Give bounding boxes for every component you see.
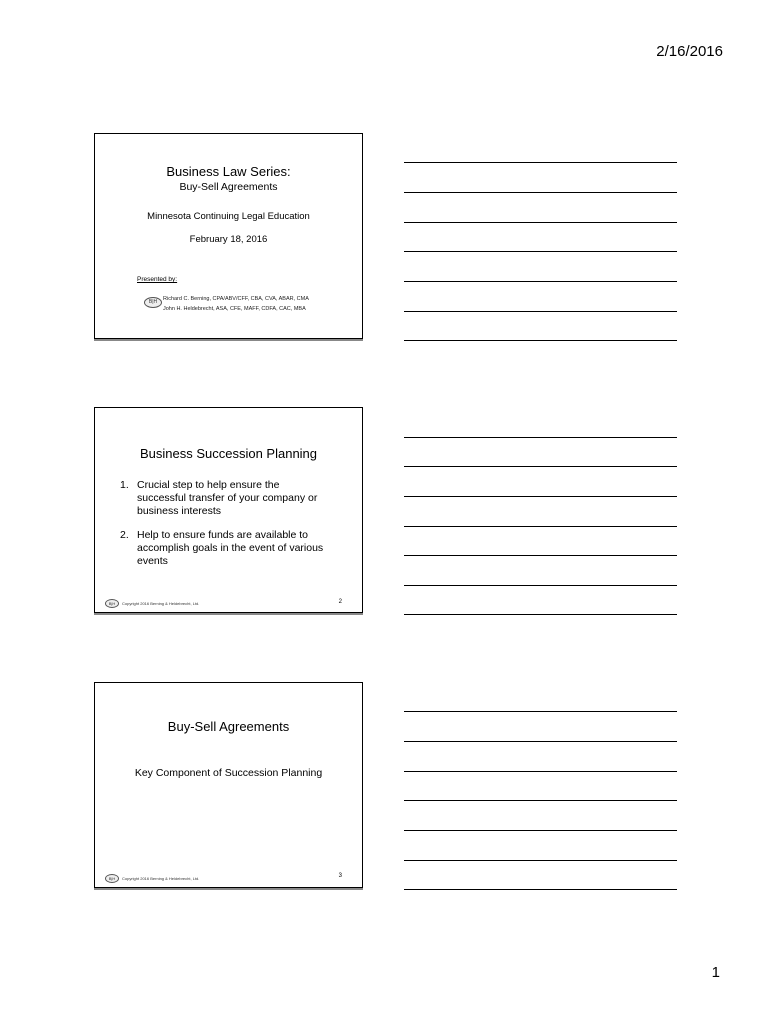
note-line xyxy=(404,555,677,556)
note-line xyxy=(404,771,677,772)
presented-by-label: Presented by: xyxy=(137,276,178,283)
slide-footer xyxy=(105,599,199,608)
organization: Minnesota Continuing Legal Education xyxy=(147,211,310,222)
note-line xyxy=(404,162,677,163)
presenter-1: Richard C. Berning, CPA/ABV/CFF, CBA, CVA, ABAR, CMA xyxy=(163,296,309,302)
list-item-number: 2. xyxy=(120,529,129,541)
list-item xyxy=(120,529,330,568)
note-line xyxy=(404,340,677,341)
note-line xyxy=(404,466,677,467)
copyright: Copyright 2016 Berning & Heldebrecht, Ltd. xyxy=(122,601,200,606)
note-line xyxy=(404,437,677,438)
note-line xyxy=(404,711,677,712)
note-line xyxy=(404,800,677,801)
slide-number: 2 xyxy=(338,599,342,605)
note-line xyxy=(404,889,677,890)
list-item-text: Crucial step to help ensure the successful transfer of your company or business interests xyxy=(137,479,318,517)
note-line xyxy=(404,251,677,252)
note-line xyxy=(404,281,677,282)
slide-title: Buy-Sell Agreements xyxy=(167,719,290,734)
presenter-2: John H. Heldebrecht, ASA, CFE, MAFF, CDFA, CAC, MBA xyxy=(163,306,306,312)
note-line xyxy=(404,192,677,193)
note-line xyxy=(404,222,677,223)
firm-logo-icon: B|H xyxy=(105,874,119,883)
bullet-list xyxy=(95,479,362,568)
page-date: 2/16/2016 xyxy=(656,43,723,60)
slide-subtitle: Buy-Sell Agreements xyxy=(179,181,278,193)
firm-logo-icon: B|H xyxy=(105,599,119,608)
list-item-text: Help to ensure funds are available to accomplish goals in the event of various events xyxy=(137,529,324,567)
presenters xyxy=(163,294,309,314)
slide-2 xyxy=(94,407,363,613)
note-line xyxy=(404,311,677,312)
copyright: Copyright 2016 Berning & Heldebrecht, Ltd. xyxy=(122,876,200,881)
note-line xyxy=(404,526,677,527)
slide-title: Business Succession Planning xyxy=(139,446,318,461)
slide-3 xyxy=(94,682,363,888)
note-line xyxy=(404,830,677,831)
list-item-number: 1. xyxy=(120,479,129,491)
page-number: 1 xyxy=(711,964,720,981)
firm-logo-icon: B|H xyxy=(144,297,162,308)
slide-footer xyxy=(105,874,199,883)
note-line xyxy=(404,496,677,497)
slide-number: 3 xyxy=(338,873,342,879)
slide-title: Business Law Series: xyxy=(166,164,291,179)
list-item xyxy=(120,479,330,518)
note-line xyxy=(404,585,677,586)
note-line xyxy=(404,614,677,615)
slide-subtitle: Key Component of Succession Planning xyxy=(134,767,323,779)
note-line xyxy=(404,741,677,742)
slide-1 xyxy=(94,133,363,339)
event-date: February 18, 2016 xyxy=(189,234,268,245)
note-line xyxy=(404,860,677,861)
